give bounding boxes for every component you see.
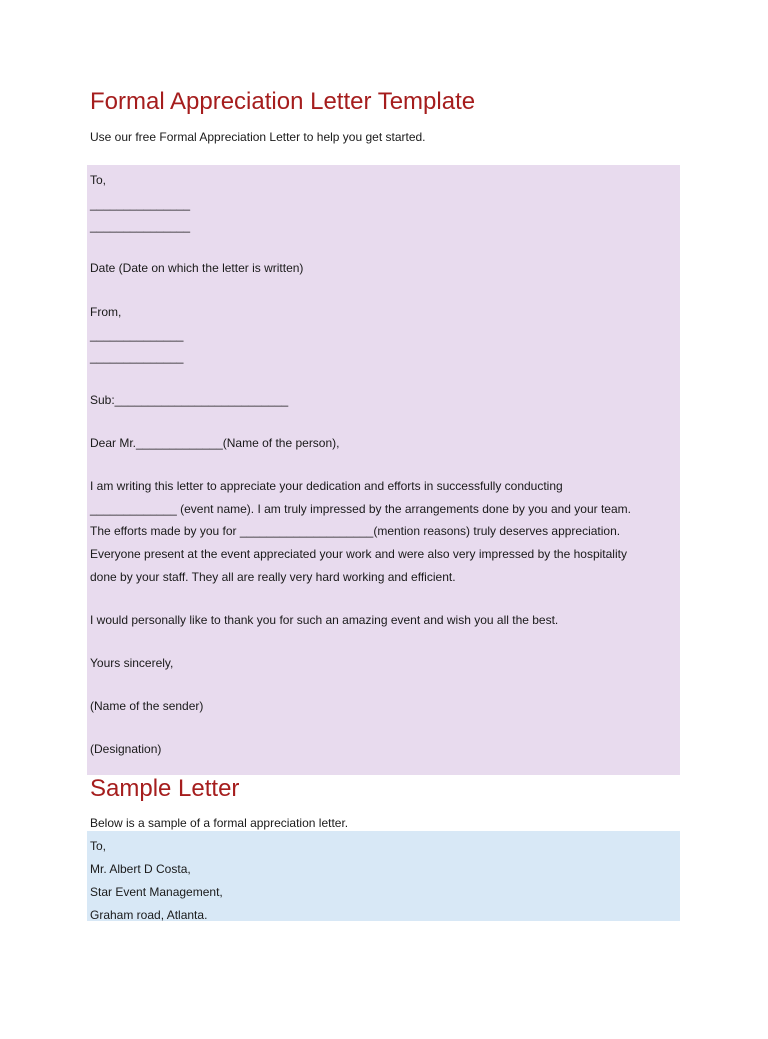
sample-line-name: Mr. Albert D Costa, (90, 862, 191, 876)
template-line-blank-3: ______________ (90, 328, 184, 342)
sample-letter-box (87, 831, 680, 921)
page-title: Formal Appreciation Letter Template (90, 88, 476, 115)
sample-line-address: Graham road, Atlanta. (90, 908, 208, 922)
template-line-subject: Sub:__________________________ (90, 393, 289, 407)
template-body-line-3: The efforts made by you for ____________________(mention reasons) truly deserves appreciation. (90, 524, 621, 538)
template-body-line-4: Everyone present at the event appreciated your work and were also very impressed by the hospitality (90, 547, 627, 561)
template-designation: (Designation) (90, 742, 162, 756)
intro-text: Use our free Formal Appreciation Letter to help you get started. (90, 130, 426, 144)
letter-template-box (87, 165, 680, 775)
template-body-line-1: I am writing this letter to appreciate your dedication and efforts in successfully conducting (90, 479, 563, 493)
template-line-blank-1: _______________ (90, 197, 191, 211)
sample-line-to: To, (90, 839, 107, 853)
sample-line-company: Star Event Management, (90, 885, 223, 899)
template-body-line-5: done by your staff. They all are really very hard working and efficient. (90, 570, 456, 584)
template-closing-paragraph: I would personally like to thank you for such an amazing event and wish you all the best. (90, 613, 559, 627)
template-sender-name: (Name of the sender) (90, 699, 204, 713)
template-body-line-2: _____________ (event name). I am truly impressed by the arrangements done by you and your team. (90, 502, 631, 516)
sample-intro-text: Below is a sample of a formal appreciation letter. (90, 816, 349, 830)
template-line-blank-2: _______________ (90, 219, 191, 233)
template-line-blank-4: ______________ (90, 350, 184, 364)
template-line-salutation: Dear Mr._____________(Name of the person), (90, 436, 340, 450)
sample-section-title: Sample Letter (90, 775, 240, 802)
template-line-from: From, (90, 305, 122, 319)
template-signoff: Yours sincerely, (90, 656, 174, 670)
template-line-to: To, (90, 173, 107, 187)
template-line-date: Date (Date on which the letter is written) (90, 261, 304, 275)
